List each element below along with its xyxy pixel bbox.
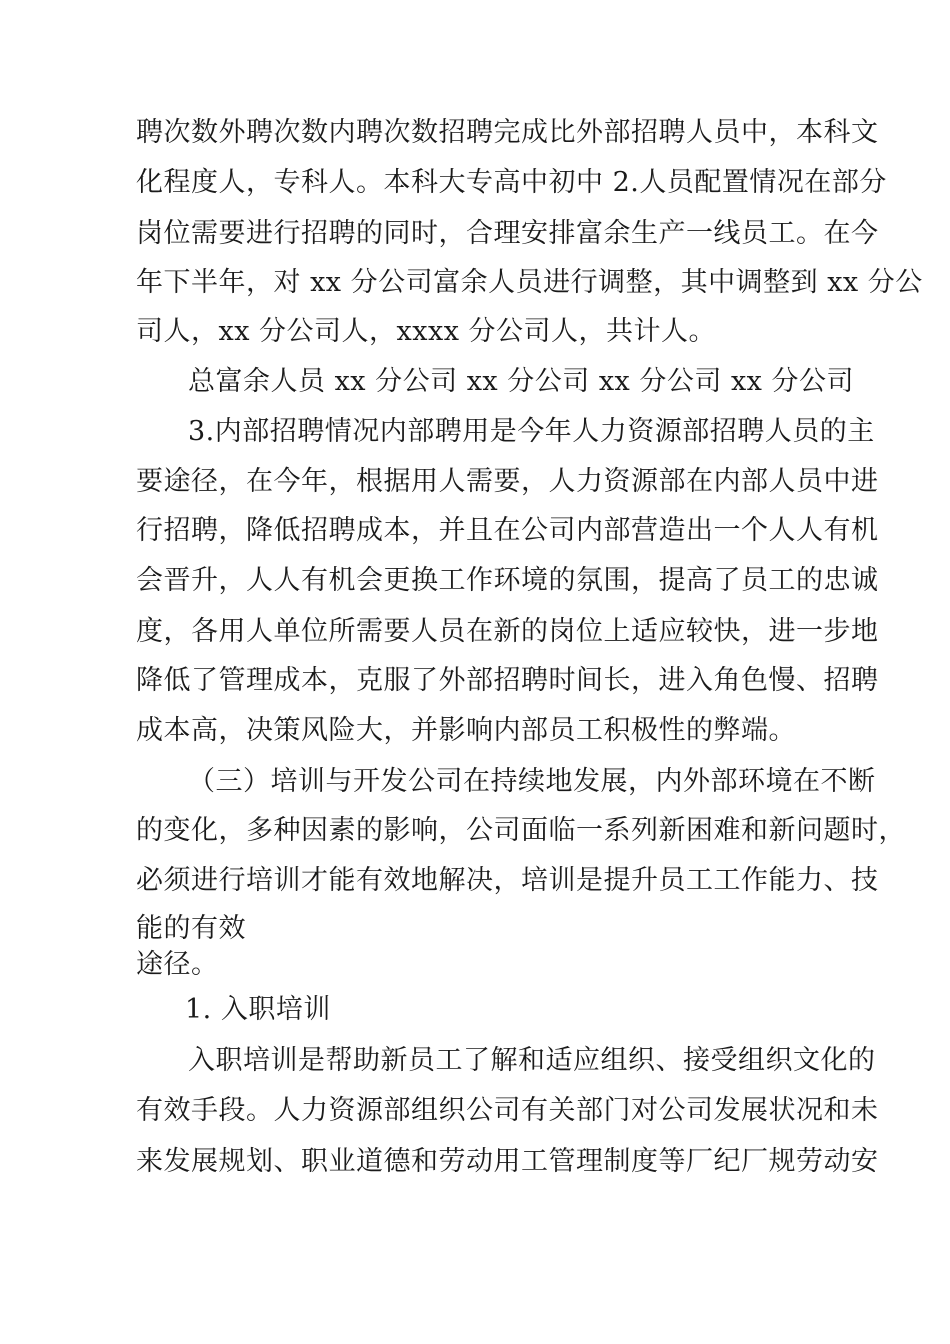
text-line: 降低了管理成本，克服了外部招聘时间长，进入角色慢、招聘 xyxy=(136,665,879,696)
text-line: 途径。 xyxy=(136,949,219,980)
text-line: 聘次数外聘次数内聘次数招聘完成比外部招聘人员中，本科文 xyxy=(136,117,879,148)
text-line: 必须进行培训才能有效地解决，培训是提升员工工作能力、技 xyxy=(136,865,879,896)
text-line: 司人，xx 分公司人，xxxx 分公司人，共计人。 xyxy=(136,316,717,347)
text-line: 年下半年，对 xx 分公司富余人员进行调整，其中调整到 xx 分公 xyxy=(136,267,923,298)
subsection-heading: 1. 入职培训 xyxy=(185,994,331,1025)
text-line: 要途径，在今年，根据用人需要，人力资源部在内部人员中进 xyxy=(136,466,879,497)
text-line: 3.内部招聘情况内部聘用是今年人力资源部招聘人员的主 xyxy=(188,416,875,447)
text-line: 岗位需要进行招聘的同时，合理安排富余生产一线员工。在今 xyxy=(136,218,879,249)
text-line: 度，各用人单位所需要人员在新的岗位上适应较快，进一步地 xyxy=(136,616,879,647)
text-line: 来发展规划、职业道德和劳动用工管理制度等厂纪厂规劳动安 xyxy=(136,1146,879,1177)
text-line: 行招聘，降低招聘成本，并且在公司内部营造出一个人人有机 xyxy=(136,515,879,546)
text-line: 入职培训是帮助新员工了解和适应组织、接受组织文化的 xyxy=(188,1045,876,1076)
text-line: 有效手段。人力资源部组织公司有关部门对公司发展状况和未 xyxy=(136,1095,879,1126)
text-line: 能的有效 xyxy=(136,913,246,944)
text-line: 会晋升，人人有机会更换工作环境的氛围，提高了员工的忠诚 xyxy=(136,565,879,596)
text-line: 成本高，决策风险大，并影响内部员工积极性的弊端。 xyxy=(136,715,796,746)
text-line: 总富余人员 xx 分公司 xx 分公司 xx 分公司 xx 分公司 xyxy=(188,366,854,397)
section-heading: （三）培训与开发公司在持续地发展，内外部环境在不断 xyxy=(188,766,876,797)
text-line: 的变化，多种因素的影响，公司面临一系列新困难和新问题时， xyxy=(136,815,906,846)
text-line: 化程度人，专科人。本科大专高中初中 2.人员配置情况在部分 xyxy=(136,167,887,198)
